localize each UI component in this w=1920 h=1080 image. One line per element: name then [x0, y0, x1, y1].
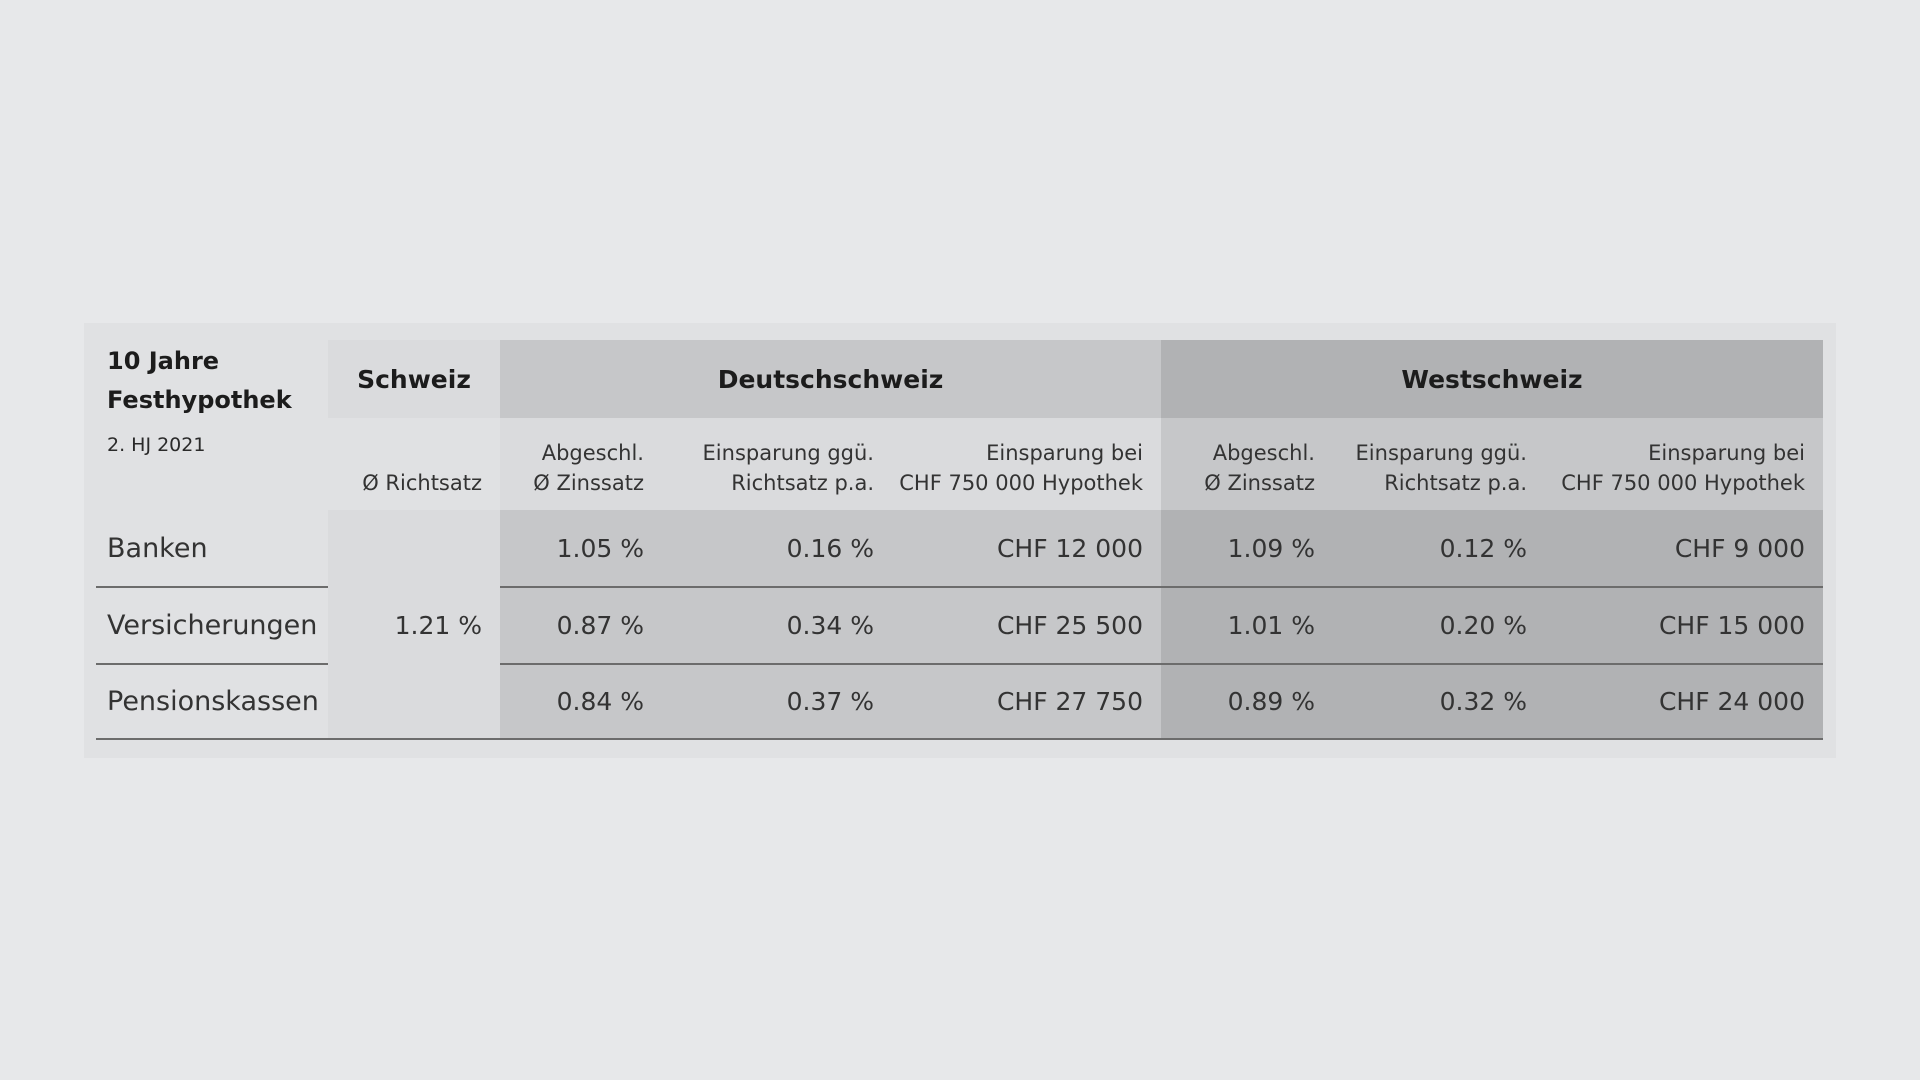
banken-ds-einsparung-pa: 0.16 % — [786, 533, 874, 563]
versicherungen-ds-einsparung-pa: 0.34 % — [786, 610, 874, 640]
banken-ws-einsparung-pa: 0.12 % — [1439, 533, 1527, 563]
row-divider-values-2 — [500, 663, 1823, 665]
subheader-ws-zinssatz-line1: Abgeschl. — [1212, 441, 1315, 465]
banken-ds-einsparung-chf: CHF 12 000 — [996, 533, 1143, 563]
row-divider-label-1 — [96, 586, 328, 588]
pensionskassen-ws-einsparung-pa: 0.32 % — [1439, 687, 1527, 716]
table-title-line1: 10 Jahre — [107, 347, 220, 375]
subheader-ws-einsparung-chf-line1: Einsparung bei — [1648, 441, 1805, 465]
subheader-richtsatz — [328, 418, 500, 510]
subheader-richtsatz-text: Ø Richtsatz — [362, 471, 482, 495]
row-label-versicherungen: Versicherungen — [107, 609, 318, 641]
subheader-ds-einsparung-pa-line1: Einsparung ggü. — [702, 441, 874, 465]
subheader-ds-zinssatz — [500, 418, 662, 510]
pensionskassen-ds-zinssatz: 0.84 % — [556, 687, 644, 716]
group-header-westschweiz: Westschweiz — [1161, 340, 1823, 418]
row-label-banken: Banken — [107, 532, 208, 564]
banken-ws-zinssatz: 1.09 % — [1227, 533, 1315, 563]
subheader-ds-einsparung-chf-line1: Einsparung bei — [986, 441, 1143, 465]
subheader-ds-einsparung-pa — [662, 418, 892, 510]
subheader-ws-einsparung-pa — [1333, 418, 1545, 510]
subheader-ds-einsparung-pa-line2: Richtsatz p.a. — [731, 471, 874, 495]
subheader-ds-zinssatz-line2: Ø Zinssatz — [533, 471, 644, 495]
subheader-ws-einsparung-pa-line2: Richtsatz p.a. — [1384, 471, 1527, 495]
pensionskassen-ds-einsparung-chf: CHF 27 750 — [996, 687, 1143, 716]
group-header-deutschschweiz: Deutschschweiz — [500, 340, 1161, 418]
row-divider-label-2 — [96, 663, 328, 665]
versicherungen-ws-einsparung-chf: CHF 15 000 — [1658, 610, 1805, 640]
subheader-ws-einsparung-chf-line2: CHF 750 000 Hypothek — [1561, 471, 1805, 495]
versicherungen-ds-zinssatz: 0.87 % — [556, 610, 644, 640]
subheader-ws-einsparung-chf — [1545, 418, 1823, 510]
pensionskassen-ds-einsparung-pa: 0.37 % — [786, 687, 874, 716]
subheader-ds-zinssatz-line1: Abgeschl. — [541, 441, 644, 465]
subheader-ws-zinssatz-line2: Ø Zinssatz — [1204, 471, 1315, 495]
row-divider-values-1 — [500, 586, 1823, 588]
pensionskassen-ws-zinssatz: 0.89 % — [1227, 687, 1315, 716]
subheader-ds-einsparung-chf-line2: CHF 750 000 Hypothek — [899, 471, 1143, 495]
banken-ds-zinssatz: 1.05 % — [556, 533, 644, 563]
pensionskassen-ws-einsparung-chf: CHF 24 000 — [1658, 687, 1805, 716]
subheader-ds-einsparung-chf — [892, 418, 1161, 510]
group-header-schweiz: Schweiz — [328, 340, 500, 418]
versicherungen-ws-einsparung-pa: 0.20 % — [1439, 610, 1527, 640]
table-bottom-rule — [96, 738, 1823, 740]
banken-ws-einsparung-chf: CHF 9 000 — [1674, 533, 1805, 563]
subheader-ws-zinssatz — [1161, 418, 1333, 510]
table-title-line2: Festhypothek — [107, 386, 292, 414]
table-subtitle: 2. HJ 2021 — [107, 434, 206, 456]
subheader-ws-einsparung-pa-line1: Einsparung ggü. — [1355, 441, 1527, 465]
row-label-pensionskassen: Pensionskassen — [107, 686, 319, 717]
versicherungen-ws-zinssatz: 1.01 % — [1227, 610, 1315, 640]
versicherungen-ds-einsparung-chf: CHF 25 500 — [996, 610, 1143, 640]
schweiz-richtsatz-value: 1.21 % — [394, 610, 482, 640]
